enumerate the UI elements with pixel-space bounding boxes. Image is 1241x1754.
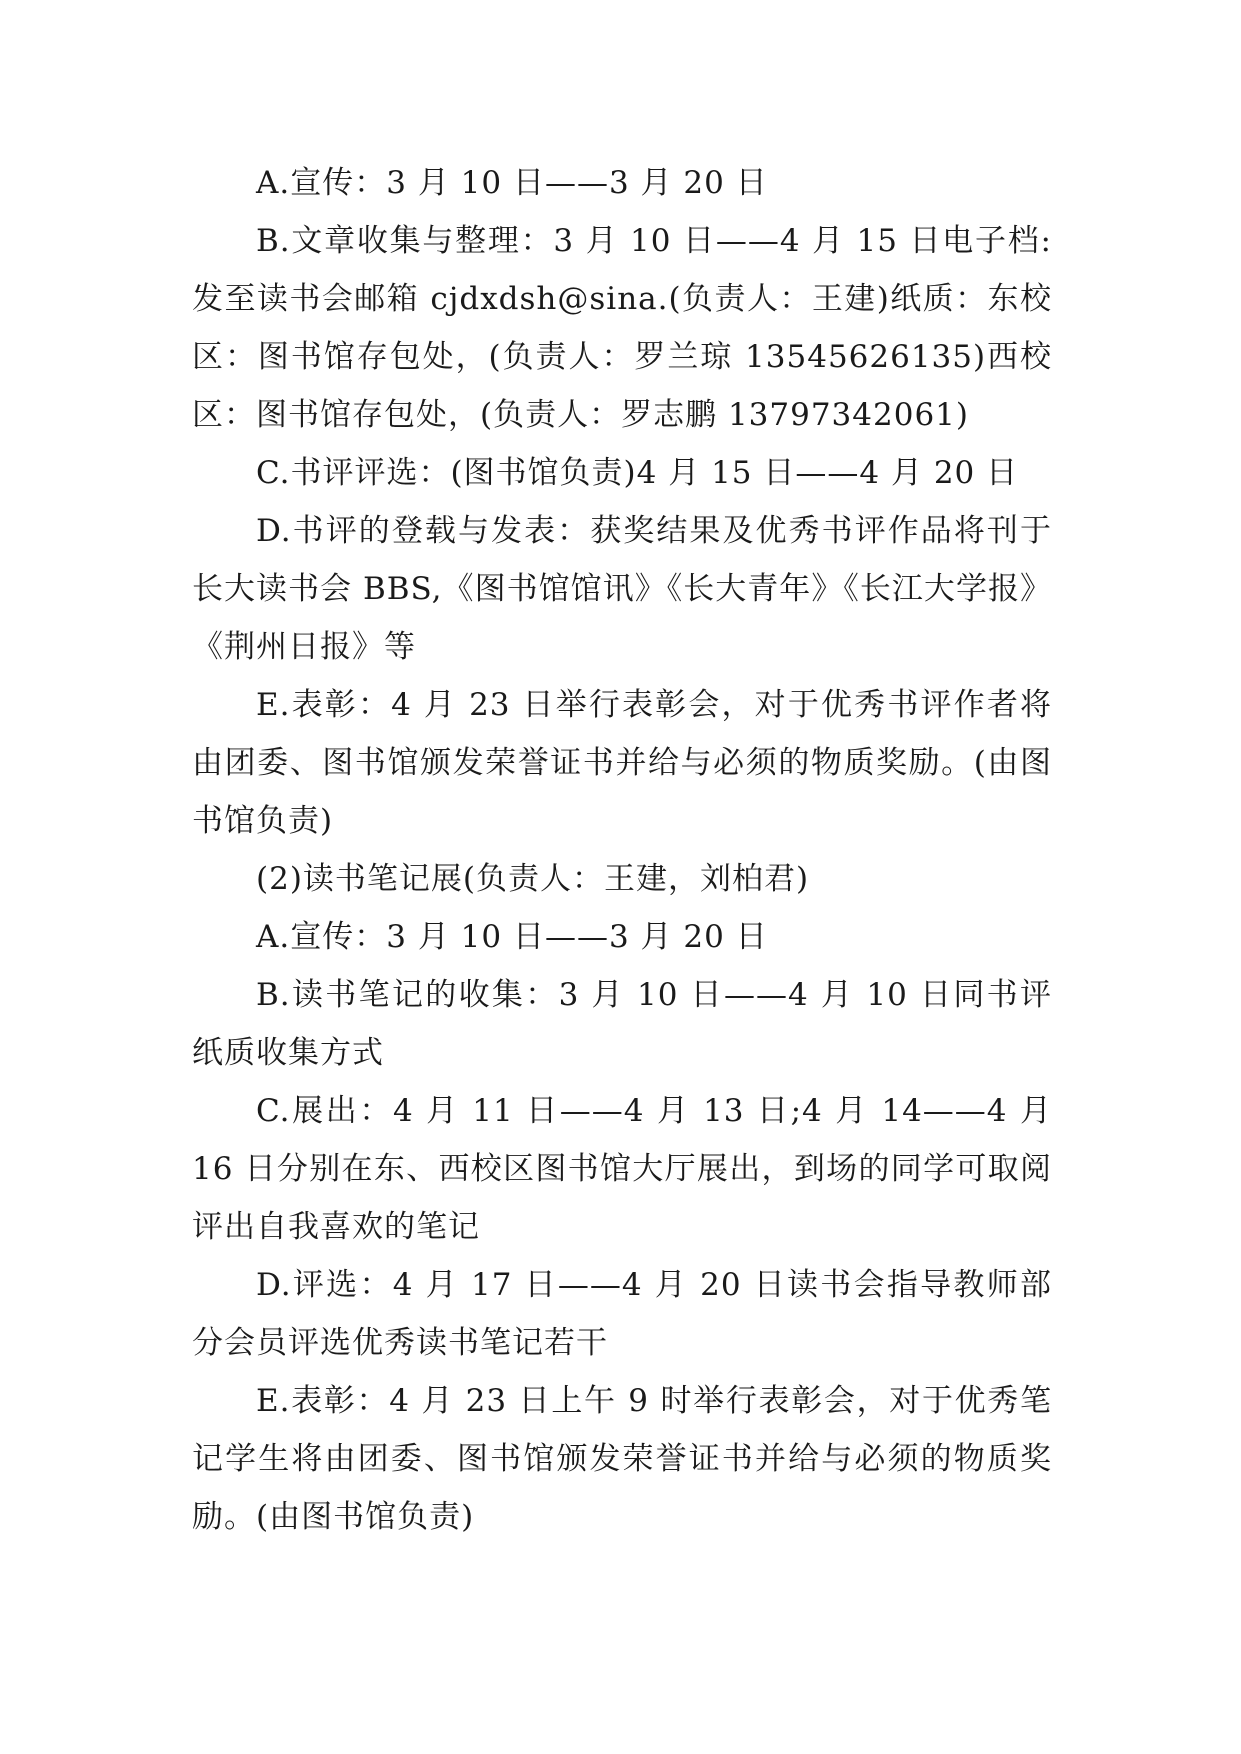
paragraph-notes-collection: B.读书笔记的收集：3 月 10 日——4 月 10 日同书评纸质收集方式 bbox=[192, 977, 1052, 1071]
paragraph-review-publicity: A.宣传：3 月 10 日——3 月 20 日 bbox=[256, 165, 768, 201]
paragraph-notes-publicity: A.宣传：3 月 10 日——3 月 20 日 bbox=[256, 919, 768, 955]
paragraph-notes-exhibition-heading: (2)读书笔记展(负责人：王建，刘柏君) bbox=[256, 861, 810, 897]
paragraph-review-collection: B.文章收集与整理：3 月 10 日——4 月 15 日电子档:发至读书会邮箱 cjdxdsh@sina.(负责人：王建)纸质：东校区：图书馆存包处，(负责人：罗兰琼 13545626135)西校区：图书馆存包处，(负责人：罗志鹏 13797342061) bbox=[192, 223, 1052, 433]
paragraph-notes-display: C.展出：4 月 11 日——4 月 13 日;4 月 14——4 月 16 日分别在东、西校区图书馆大厅展出，到场的同学可取阅评出自我喜欢的笔记 bbox=[192, 1093, 1052, 1245]
paragraph-notes-commendation: E.表彰：4 月 23 日上午 9 时举行表彰会，对于优秀笔记学生将由团委、图书馆颁发荣誉证书并给与必须的物质奖励。(由图书馆负责) bbox=[192, 1383, 1052, 1535]
paragraph-review-commendation: E.表彰：4 月 23 日举行表彰会，对于优秀书评作者将由团委、图书馆颁发荣誉证书并给与必须的物质奖励。(由图书馆负责) bbox=[192, 687, 1052, 839]
document-body bbox=[192, 154, 1052, 1546]
paragraph-review-selection: C.书评评选：(图书馆负责)4 月 15 日——4 月 20 日 bbox=[256, 455, 1019, 491]
paragraph-notes-selection: D.评选：4 月 17 日——4 月 20 日读书会指导教师部分会员评选优秀读书笔记若干 bbox=[192, 1267, 1052, 1361]
paragraph-review-publication: D.书评的登载与发表：获奖结果及优秀书评作品将刊于长大读书会 BBS,《图书馆馆讯》《长大青年》《长江大学报》《荆州日报》等 bbox=[192, 513, 1052, 665]
